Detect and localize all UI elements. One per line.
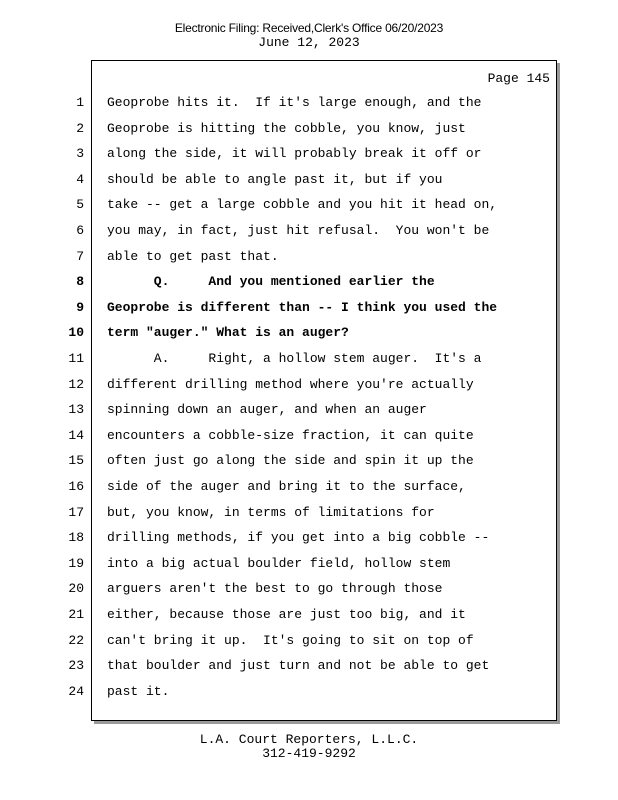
- transcript-line: [0, 121, 618, 141]
- line-number: 10: [68, 325, 84, 341]
- line-number: 24: [68, 683, 84, 699]
- transcript-line: [0, 607, 618, 627]
- transcript-line: [0, 223, 618, 243]
- transcript-line: [0, 530, 618, 550]
- transcript-line: [0, 684, 618, 704]
- line-number: 20: [68, 581, 84, 597]
- line-text: Geoprobe is hitting the cobble, you know, just: [107, 120, 466, 136]
- line-number: 15: [68, 453, 84, 469]
- line-number: 13: [68, 402, 84, 418]
- line-text: arguers aren't the best to go through those: [107, 581, 443, 597]
- line-text: but, you know, in terms of limitations for: [107, 504, 435, 520]
- reporter-phone: 312-419-9292: [262, 746, 356, 761]
- line-number: 5: [76, 197, 84, 213]
- transcript-line: [0, 402, 618, 422]
- transcript-line: [0, 325, 618, 345]
- transcript-line: [0, 146, 618, 166]
- deposition-date: June 12, 2023: [258, 35, 360, 50]
- transcript-line: [0, 274, 618, 294]
- line-text: into a big actual boulder field, hollow stem: [107, 555, 451, 571]
- transcript-line: [0, 505, 618, 525]
- transcript-line: [0, 633, 618, 653]
- line-text: past it.: [107, 683, 170, 699]
- transcript-line: [0, 300, 618, 320]
- transcript-line: [0, 428, 618, 448]
- line-number: 2: [76, 120, 84, 136]
- transcript-line: [0, 556, 618, 576]
- line-number: 22: [68, 632, 84, 648]
- line-text: along the side, it will probably break it off or: [107, 146, 482, 162]
- line-text: either, because those are just too big, and it: [107, 607, 466, 622]
- line-text: spinning down an auger, and when an auger: [107, 402, 427, 418]
- line-number: 17: [68, 504, 84, 520]
- transcript-line: [0, 658, 618, 678]
- page-number: Page 145: [487, 71, 550, 86]
- line-number: 4: [76, 171, 84, 187]
- line-text: often just go along the side and spin it up the: [107, 453, 474, 469]
- line-number: 14: [68, 427, 84, 443]
- line-text: drilling methods, if you get into a big cobble --: [107, 530, 490, 546]
- line-text: that boulder and just turn and not be able to get: [107, 658, 490, 674]
- line-number: 3: [76, 146, 84, 162]
- line-text: take -- get a large cobble and you hit it head on,: [107, 197, 498, 213]
- line-number: 6: [76, 223, 84, 238]
- transcript-line: [0, 581, 618, 601]
- line-text: term "auger." What is an auger?: [107, 325, 349, 341]
- line-number: 8: [76, 274, 84, 290]
- line-number: 19: [68, 555, 84, 571]
- transcript-line: [0, 351, 618, 371]
- line-text: Geoprobe hits it. If it's large enough, and the: [107, 95, 482, 110]
- transcript-line: [0, 453, 618, 473]
- line-number: 16: [68, 479, 84, 494]
- transcript-line: [0, 479, 618, 499]
- transcript-line: [0, 249, 618, 269]
- line-text: encounters a cobble-size fraction, it can quite: [107, 427, 474, 443]
- line-text: Geoprobe is different than -- I think you used the: [107, 299, 498, 315]
- line-number: 21: [68, 607, 84, 622]
- line-number: 12: [68, 376, 84, 392]
- transcript-line: [0, 172, 618, 192]
- line-text: you may, in fact, just hit refusal. You won't be: [107, 223, 490, 238]
- line-text: can't bring it up. It's going to sit on top of: [107, 632, 474, 648]
- line-text: different drilling method where you're actually: [107, 376, 474, 392]
- line-number: 9: [76, 299, 84, 315]
- transcript-line: [0, 377, 618, 397]
- reporter-company: L.A. Court Reporters, L.L.C.: [199, 732, 419, 747]
- line-number: 11: [68, 351, 84, 366]
- line-number: 7: [76, 248, 84, 264]
- line-text: Q. And you mentioned earlier the: [107, 274, 435, 290]
- line-text: should be able to angle past it, but if you: [107, 171, 443, 187]
- transcript-line: [0, 95, 618, 115]
- line-number: 23: [68, 658, 84, 674]
- line-text: A. Right, a hollow stem auger. It's a: [107, 351, 482, 366]
- line-number: 1: [76, 95, 84, 110]
- filing-stamp: Electronic Filing: Received,Clerk's Office 06/20/2023: [174, 21, 444, 35]
- line-number: 18: [68, 530, 84, 546]
- line-text: side of the auger and bring it to the surface,: [107, 479, 466, 494]
- transcript-line: [0, 197, 618, 217]
- line-text: able to get past that.: [107, 248, 279, 264]
